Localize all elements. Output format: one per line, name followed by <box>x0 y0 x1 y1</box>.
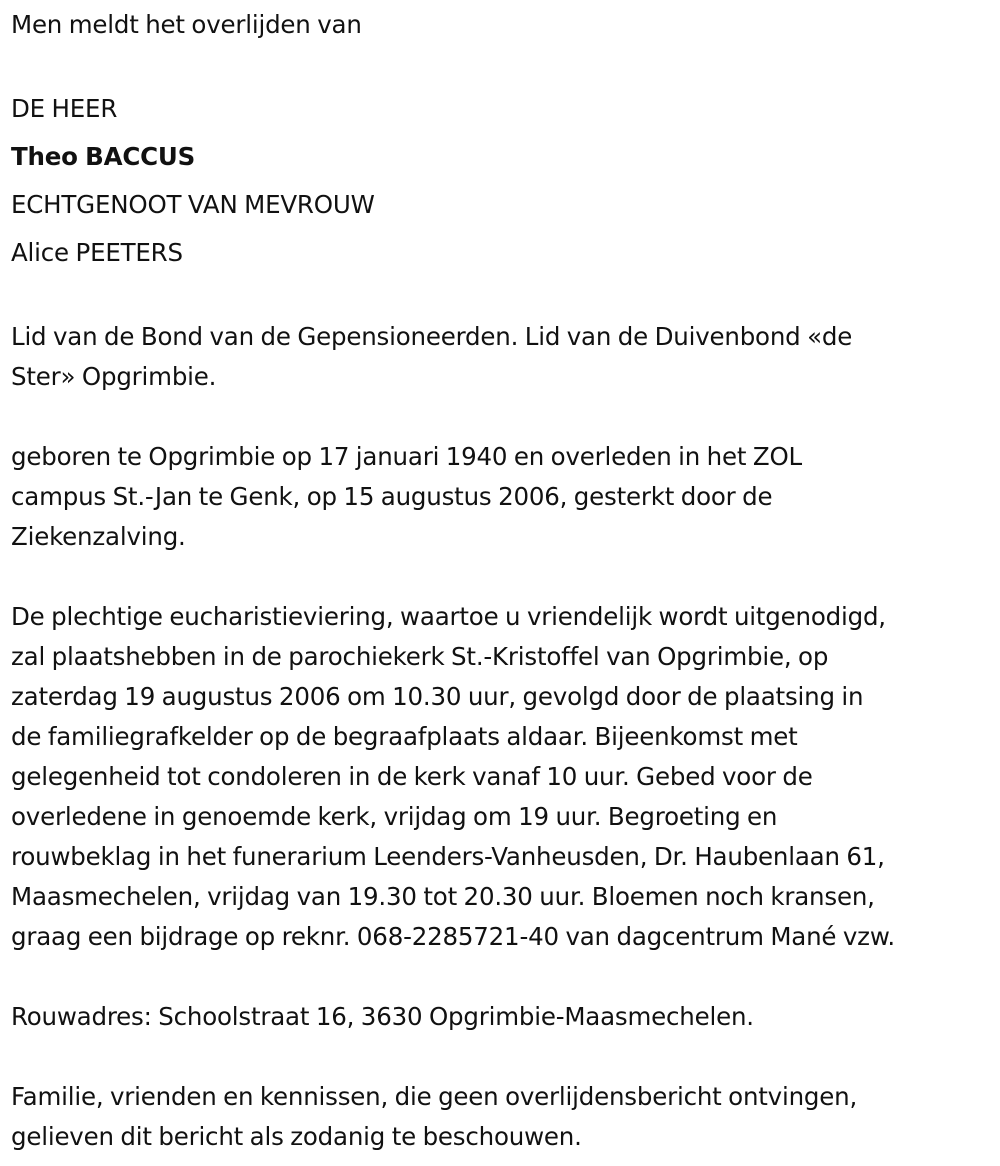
deceased-block <box>11 85 996 277</box>
spouse-relation: ECHTGENOOT VAN MEVROUW <box>11 190 375 219</box>
deceased-name: Theo BACCUS <box>11 142 196 171</box>
closing-paragraph: Familie, vrienden en kennissen, die geen overlijdensbericht ontvingen, gelieven dit bericht als zodanig te beschouwen. <box>11 1082 858 1151</box>
ceremony-paragraph: De plechtige eucharistieviering, waartoe u vriendelijk wordt uitgenodigd, zal plaatshebben in de parochiekerk St.-Kristoffel van Opgrimbie, op zaterdag 19 augustus 2006 om 10.30 uur, gevolgd door de plaatsing in de familiegrafkelder op de begraafplaats aldaar. Bijeenkomst met gelegenheid tot condoleren in de kerk vanaf 10 uur. Gebed voor de overledene in genoemde kerk, vrijdag om 19 uur. Begroeting en rouwbeklag in het funerarium Leenders-Vanheusden, Dr. Haubenlaan 61, Maasmechelen, vrijdag van 19.30 tot 20.30 uur. Bloemen noch kransen, graag een bijdrage op reknr. 068-2285721-40 van dagcentrum Mané vzw. <box>11 602 895 951</box>
intro-text: Men meldt het overlijden van <box>11 10 362 39</box>
address-paragraph: Rouwadres: Schoolstraat 16, 3630 Opgrimbie-Maasmechelen. <box>11 1002 754 1031</box>
spouse-name: Alice PEETERS <box>11 238 183 267</box>
memberships-paragraph: Lid van de Bond van de Gepensioneerden. Lid van de Duivenbond «de Ster» Opgrimbie. <box>11 322 853 391</box>
obituary-notice <box>11 5 996 1157</box>
honorific: DE HEER <box>11 94 118 123</box>
birth-death-paragraph: geboren te Opgrimbie op 17 januari 1940 en overleden in het ZOL campus St.-Jan te Genk, op 15 augustus 2006, gesterkt door de Ziekenzalving. <box>11 442 802 551</box>
